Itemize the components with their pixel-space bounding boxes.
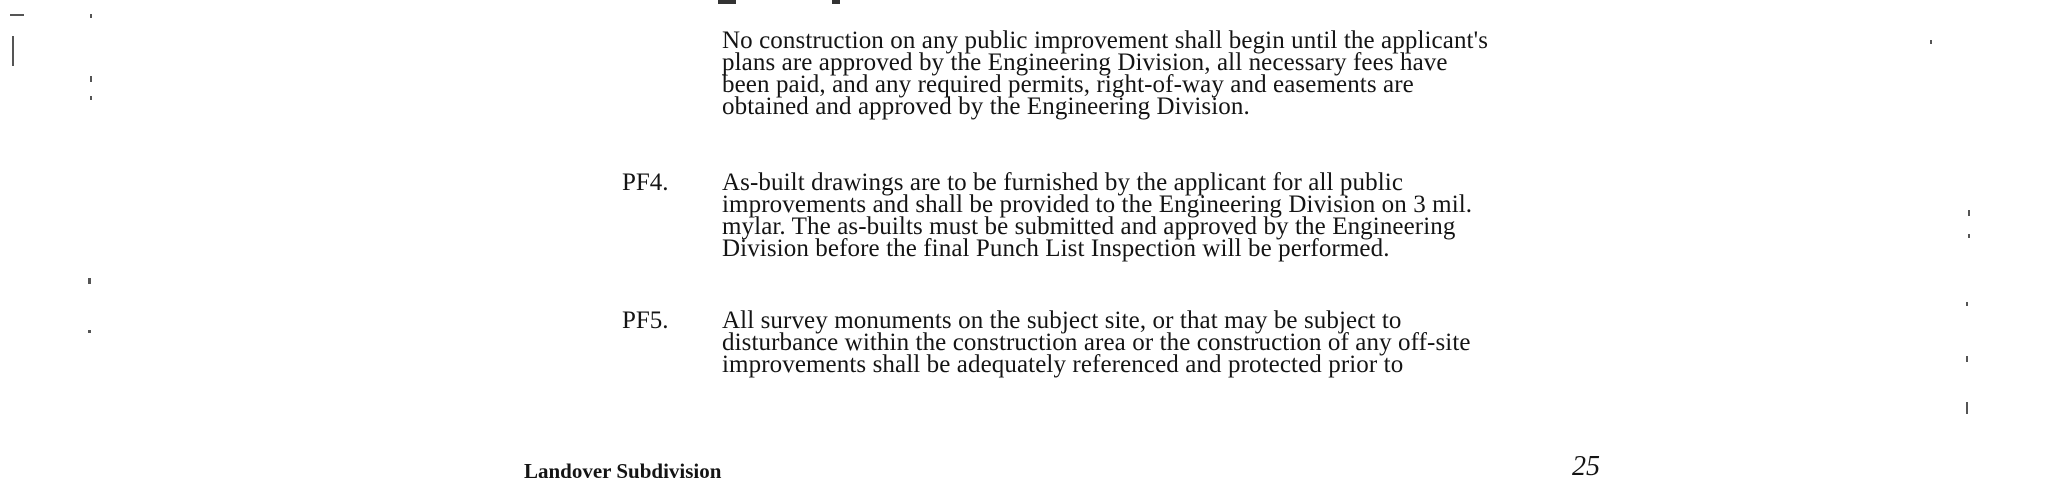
scan-artifact [1968,210,1970,216]
scan-artifact [88,330,91,333]
footer-title: Landover Subdivision [524,459,722,483]
text-line: obtained and approved by the Engineering Division. [722,93,1250,120]
scan-artifact [1930,40,1932,44]
text-line: All survey monuments on the subject site, or that may be subject to [722,307,1402,334]
condition-pf5-text [722,307,1471,378]
text-line: plans are approved by the Engineering Division, all necessary fees have [722,49,1448,76]
page-number: 25 [1572,451,1600,482]
text-line: mylar. The as-builts must be submitted and approved by the Engineering [722,213,1456,240]
text-line: improvements and shall be provided to the Engineering Division on 3 mil. [722,191,1473,218]
scan-artifact [1966,402,1968,414]
condition-label-pf5: PF5. [622,307,669,334]
text-line: No construction on any public improvement shall begin until the applicant's [722,27,1489,54]
text-line: Division before the final Punch List Inspection will be performed. [722,235,1390,262]
scan-artifact [90,76,92,82]
text-line: disturbance within the construction area or the construction of any off-site [722,329,1471,356]
text-line: improvements shall be adequately referenced and protected prior to [722,351,1404,378]
scan-artifact [88,278,91,284]
scan-artifact [10,14,24,16]
scan-artifact [1966,356,1968,362]
scan-artifact [12,36,14,66]
condition-pf4-text [722,169,1473,262]
text-line: been paid, and any required permits, right-of-way and easements are [722,71,1414,98]
condition-label-pf4: PF4. [622,169,669,196]
scan-artifact [1966,302,1968,306]
scan-artifact [90,14,92,18]
text-line: As-built drawings are to be furnished by the applicant for all public [722,169,1404,196]
intro-paragraph [722,27,1489,120]
cropped-text-fragment [832,0,840,4]
scan-artifact [1968,234,1970,238]
scan-artifact [90,96,92,100]
cropped-text-fragment [718,0,736,4]
